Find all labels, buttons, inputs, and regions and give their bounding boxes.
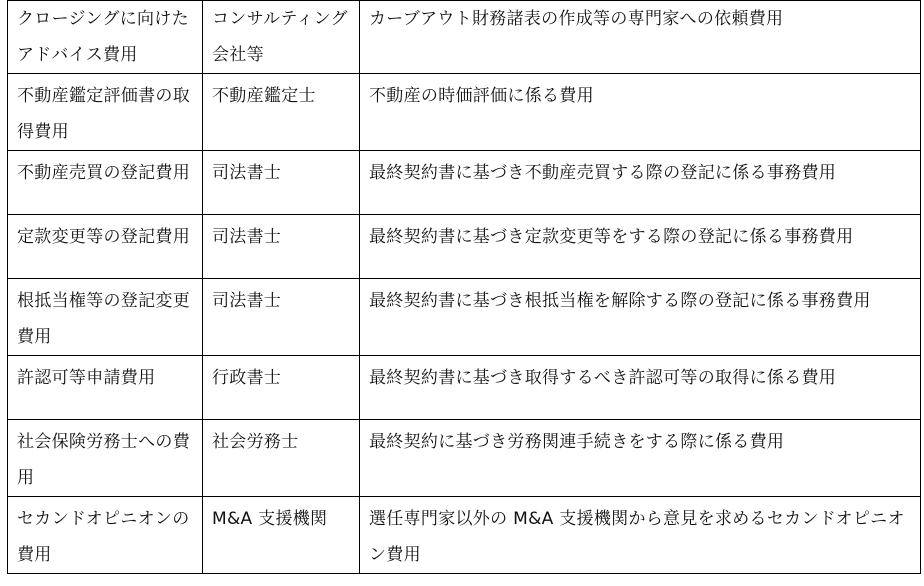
- provider-cell: 司法書士: [203, 215, 360, 279]
- expense-item-cell: 社会保険労務士への費用: [8, 420, 203, 497]
- expense-item-cell: 不動産売買の登記費用: [8, 151, 203, 215]
- expense-item-cell: セカンドオピニオンの費用: [8, 497, 203, 574]
- provider-cell: 不動産鑑定士: [203, 74, 360, 151]
- description-cell: 不動産の時価評価に係る費用: [360, 74, 921, 151]
- expense-item-cell: クロージングに向けたアドバイス費用: [8, 1, 203, 74]
- table-row: [8, 74, 921, 151]
- table-row: [8, 1, 921, 74]
- description-cell: 最終契約書に基づき不動産売買する際の登記に係る事務費用: [360, 151, 921, 215]
- provider-cell: 社会労務士: [203, 420, 360, 497]
- description-cell: 選任専門家以外の M&A 支援機関から意見を求めるセカンドオピニオン費用: [360, 497, 921, 574]
- description-cell: 最終契約に基づき労務関連手続きをする際に係る費用: [360, 420, 921, 497]
- provider-cell: 司法書士: [203, 151, 360, 215]
- expense-table: [7, 0, 921, 574]
- description-cell: 最終契約書に基づき定款変更等をする際の登記に係る事務費用: [360, 215, 921, 279]
- expense-item-cell: 定款変更等の登記費用: [8, 215, 203, 279]
- provider-cell: 司法書士: [203, 279, 360, 356]
- table-row: [8, 356, 921, 420]
- table-row: [8, 420, 921, 497]
- table-row: [8, 279, 921, 356]
- provider-cell: コンサルティング会社等: [203, 1, 360, 74]
- expense-item-cell: 許認可等申請費用: [8, 356, 203, 420]
- description-cell: カーブアウト財務諸表の作成等の専門家への依頼費用: [360, 1, 921, 74]
- provider-cell: 行政書士: [203, 356, 360, 420]
- table-row: [8, 497, 921, 574]
- table-row: [8, 215, 921, 279]
- description-cell: 最終契約書に基づき根抵当権を解除する際の登記に係る事務費用: [360, 279, 921, 356]
- expense-item-cell: 根抵当権等の登記変更費用: [8, 279, 203, 356]
- table-row: [8, 151, 921, 215]
- provider-cell: M&A 支援機関: [203, 497, 360, 574]
- expense-item-cell: 不動産鑑定評価書の取得費用: [8, 74, 203, 151]
- description-cell: 最終契約書に基づき取得するべき許認可等の取得に係る費用: [360, 356, 921, 420]
